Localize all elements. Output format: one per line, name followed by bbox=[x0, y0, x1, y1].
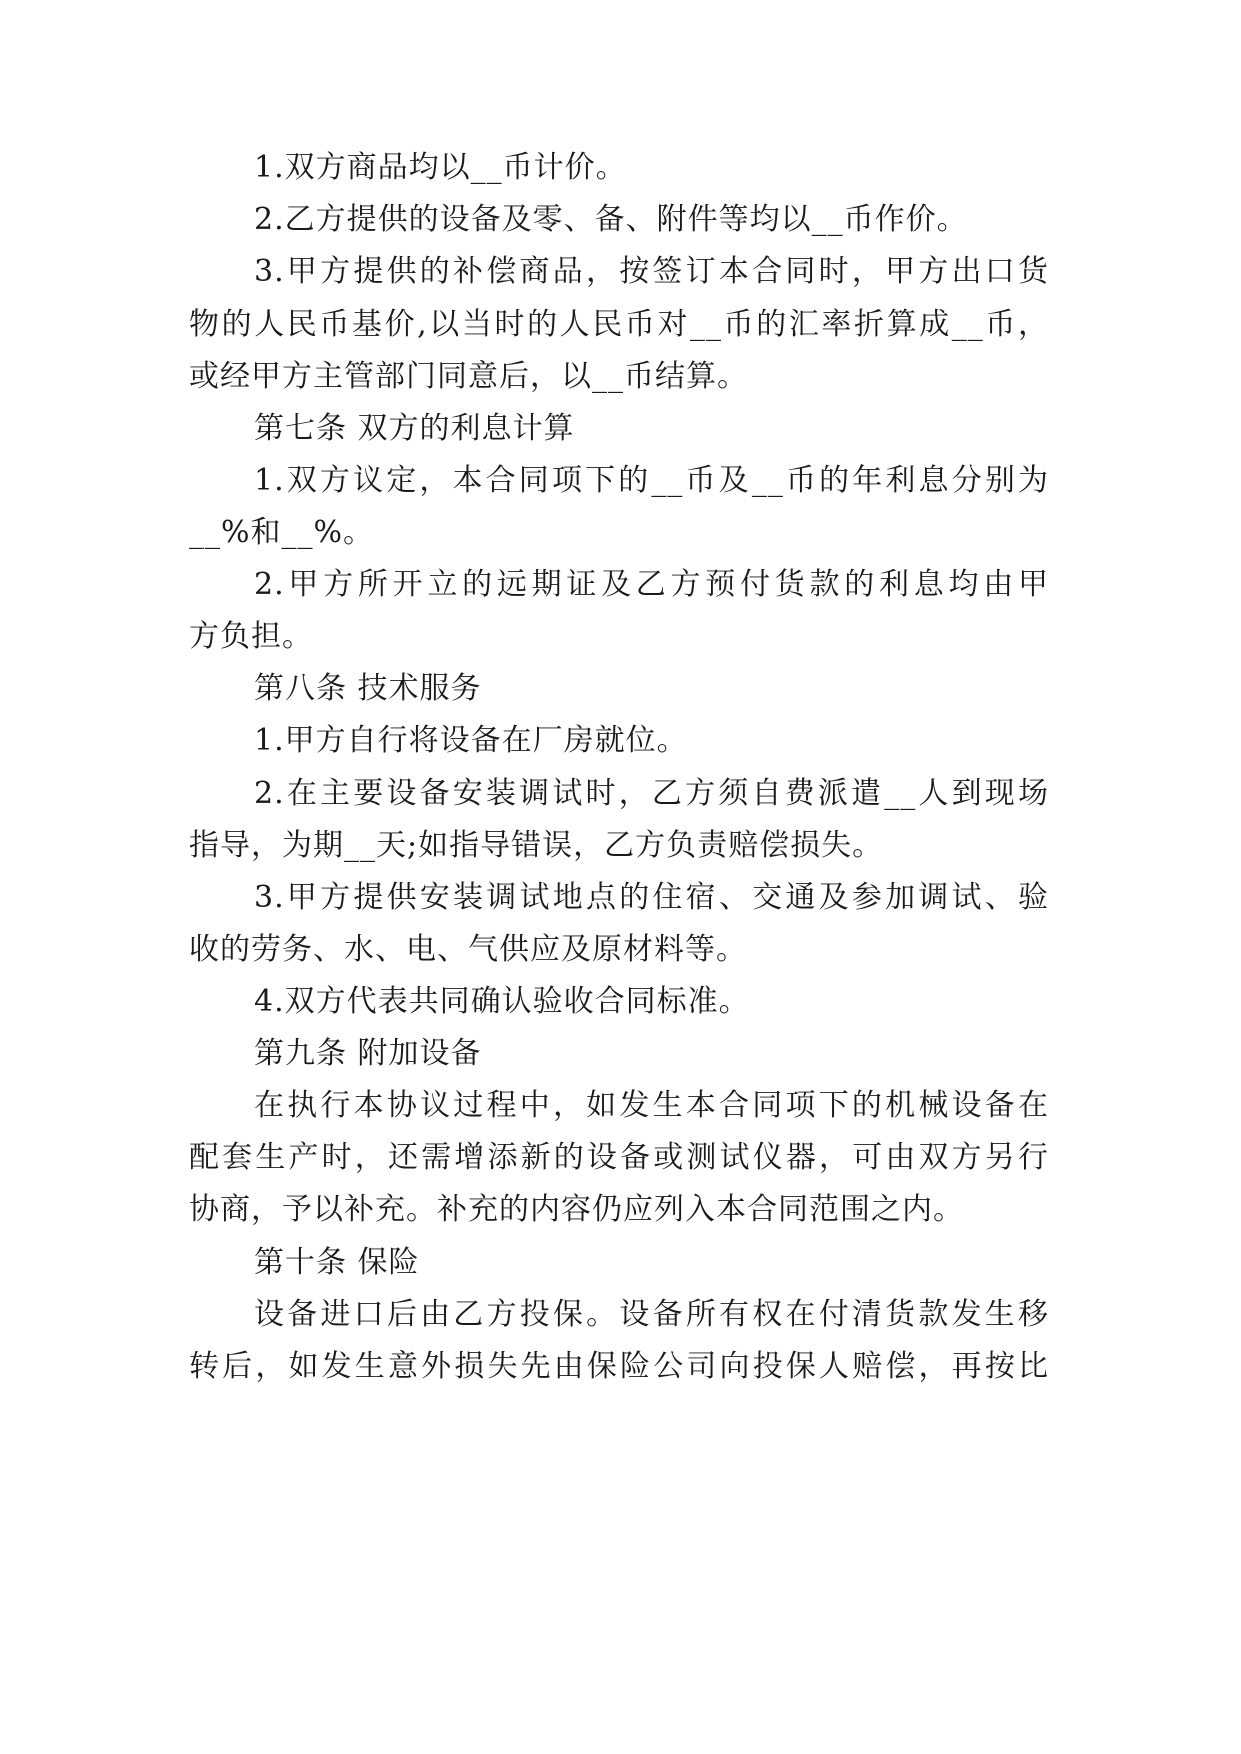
clause-line: 1.双方商品均以__币计价。 bbox=[254, 150, 627, 185]
clause-line: 1.甲方自行将设备在厂房就位。 bbox=[254, 723, 688, 758]
clause-line: 1.双方议定，本合同项下的__币及__币的年利息分别为 bbox=[254, 463, 1049, 498]
clause-line: 2.乙方提供的设备及零、备、附件等均以__币作价。 bbox=[254, 202, 968, 237]
clause-line: 转后，如发生意外损失先由保险公司向投保人赔偿，再按比 bbox=[189, 1349, 1049, 1384]
clause-line: 物的人民币基价,以当时的人民币对__币的汇率折算成__币， bbox=[189, 307, 1049, 342]
article-heading: 第九条 附加设备 bbox=[254, 1036, 482, 1071]
clause-line: 4.双方代表共同确认验收合同标准。 bbox=[254, 984, 750, 1019]
clause-line: __%和__%。 bbox=[189, 515, 375, 550]
clause-line: 方负担。 bbox=[189, 619, 313, 654]
clause-line: 3.甲方提供安装调试地点的住宿、交通及参加调试、验 bbox=[254, 880, 1049, 915]
clause-line: 或经甲方主管部门同意后，以__币结算。 bbox=[189, 359, 748, 394]
article-heading: 第八条 技术服务 bbox=[254, 671, 482, 706]
clause-line: 配套生产时，还需增添新的设备或测试仪器，可由双方另行 bbox=[189, 1140, 1049, 1175]
clause-line: 2.在主要设备安装调试时，乙方须自费派遣__人到现场 bbox=[254, 776, 1049, 811]
clause-line: 2.甲方所开立的远期证及乙方预付货款的利息均由甲 bbox=[254, 567, 1049, 602]
article-heading: 第七条 双方的利息计算 bbox=[254, 411, 575, 446]
clause-line: 指导，为期__天;如指导错误，乙方负责赔偿损失。 bbox=[189, 828, 884, 863]
clause-line: 收的劳务、水、电、气供应及原材料等。 bbox=[189, 932, 747, 967]
clause-line: 协商，予以补充。补充的内容仍应列入本合同范围之内。 bbox=[189, 1192, 964, 1227]
article-heading: 第十条 保险 bbox=[254, 1245, 420, 1280]
clause-line: 3.甲方提供的补偿商品，按签订本合同时，甲方出口货 bbox=[254, 254, 1049, 289]
clause-line: 设备进口后由乙方投保。设备所有权在付清货款发生移 bbox=[254, 1297, 1049, 1332]
clause-line: 在执行本协议过程中，如发生本合同项下的机械设备在 bbox=[254, 1088, 1049, 1123]
